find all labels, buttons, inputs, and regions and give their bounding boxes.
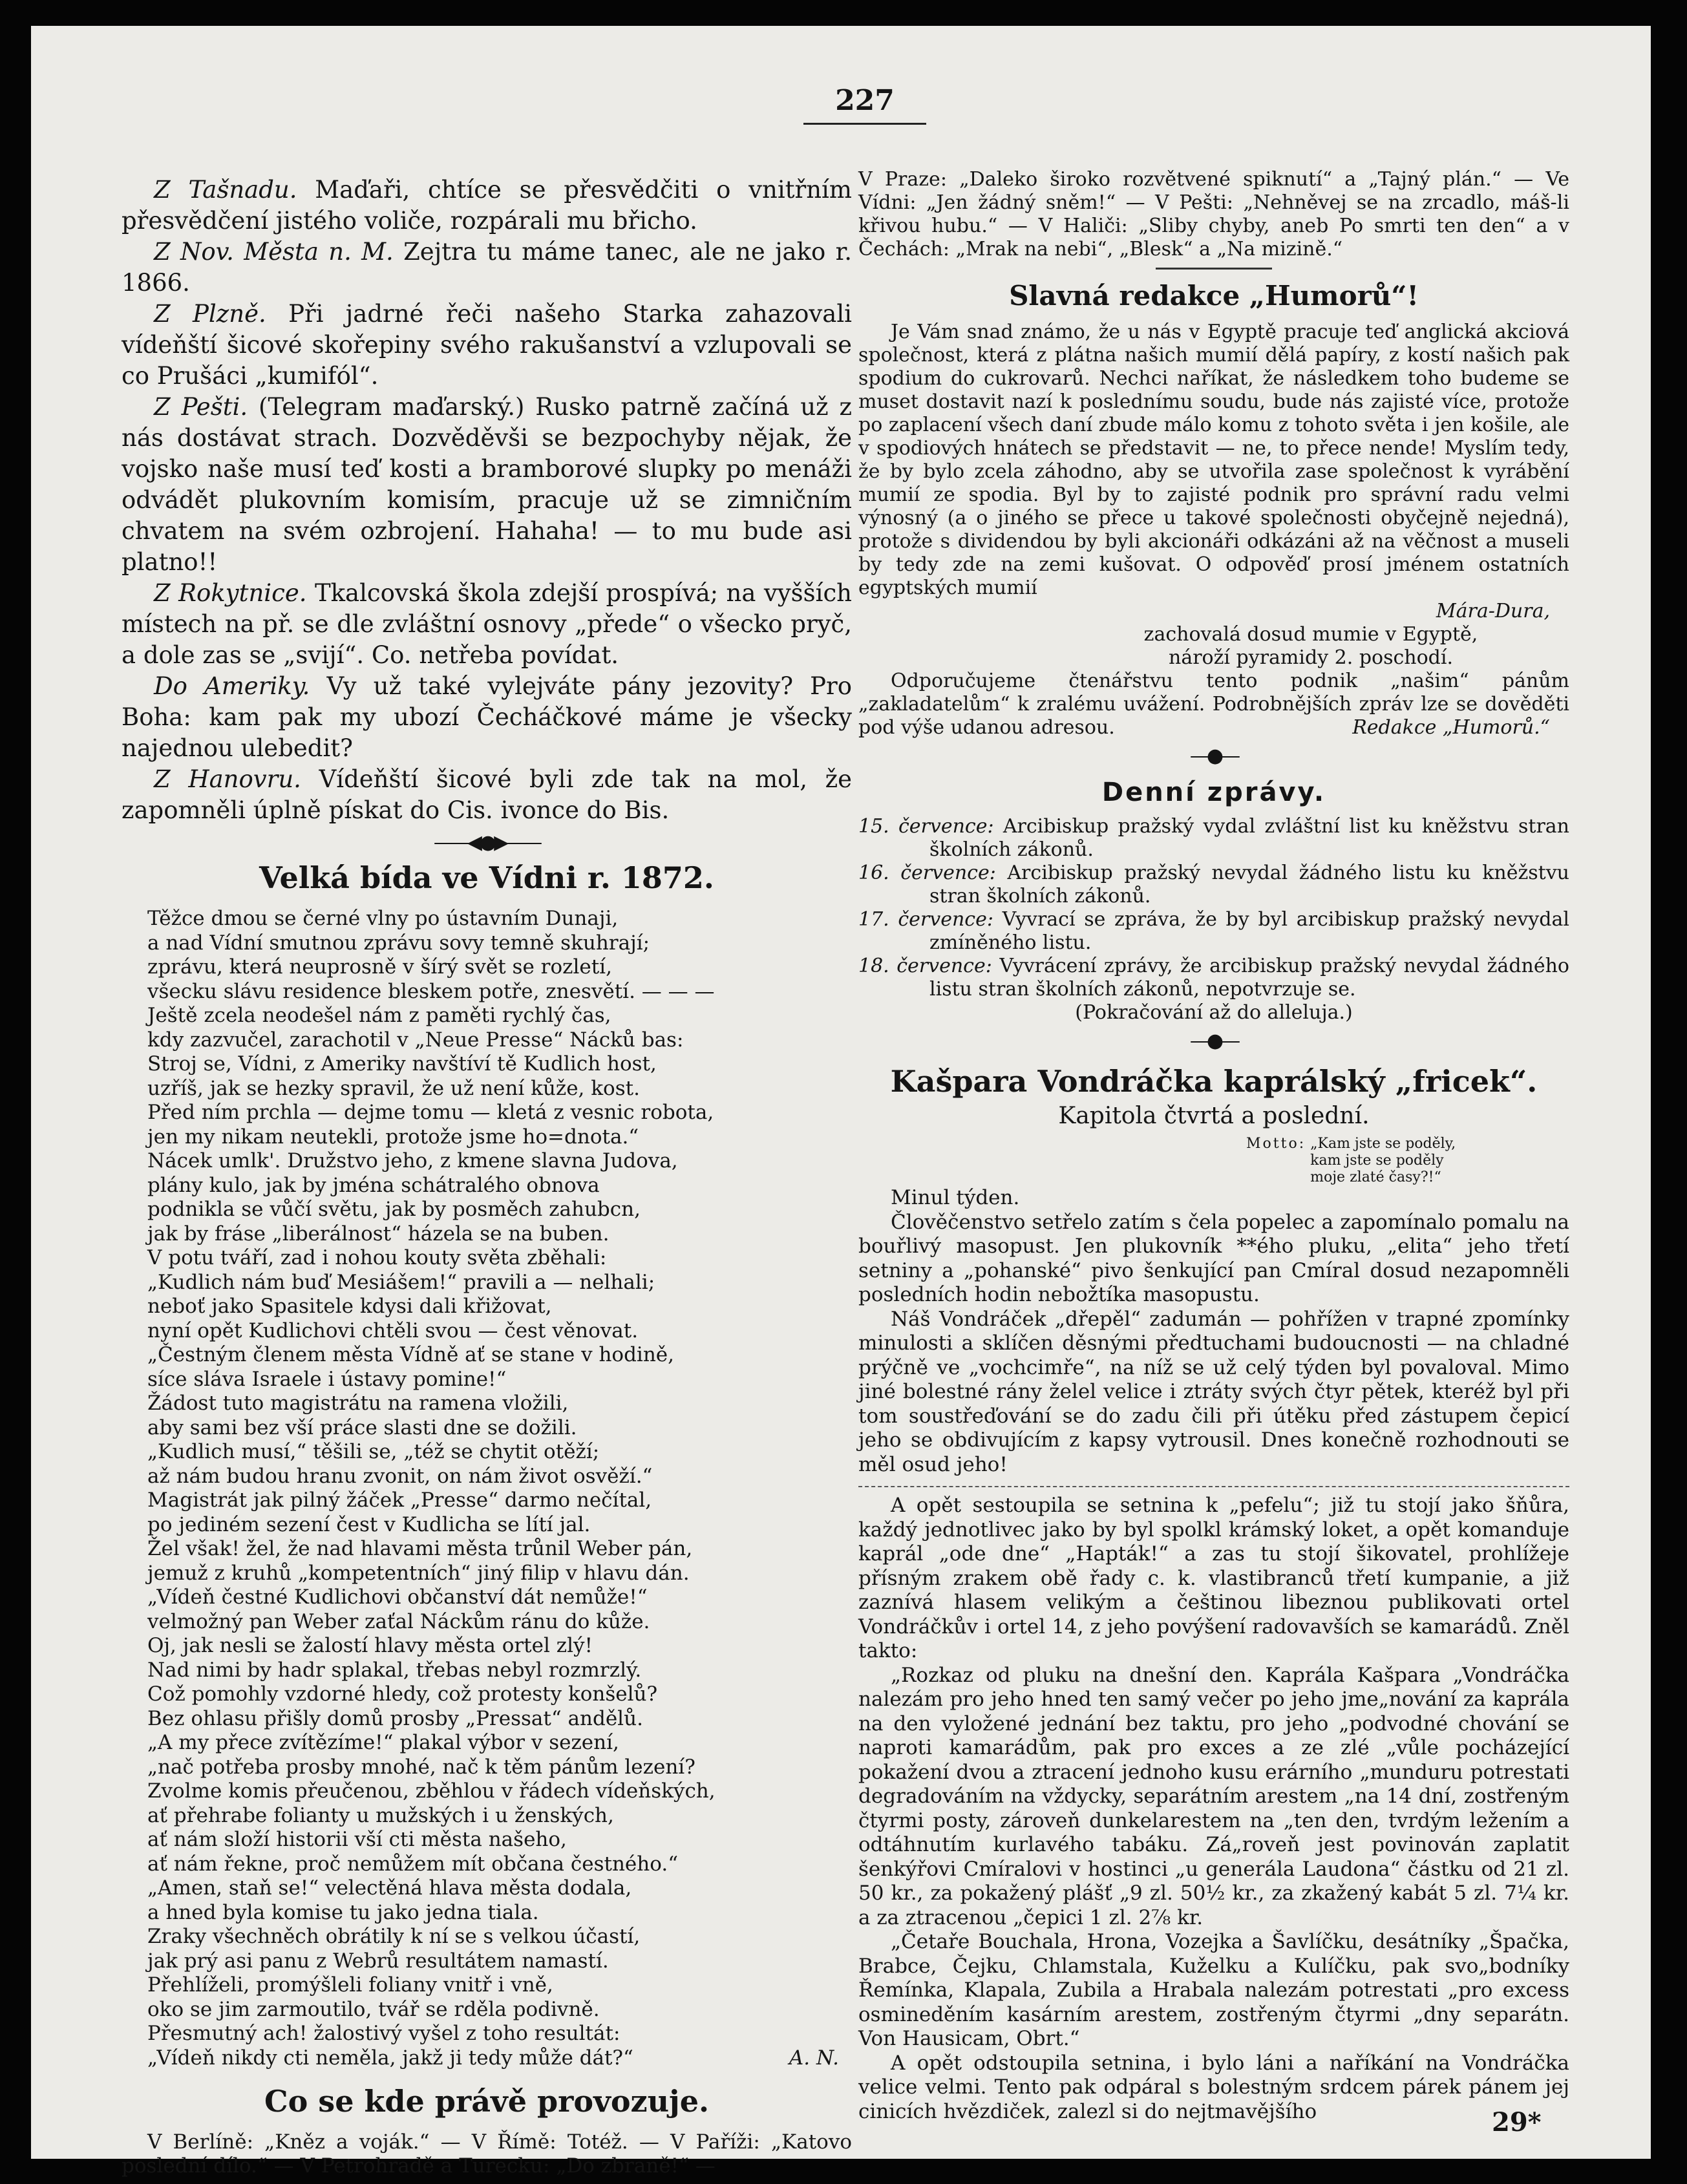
- poem-line: všecku slávu residence bleskem potře, znesvětí. — — —: [147, 979, 715, 1003]
- signature-mark: 29*: [1492, 2107, 1542, 2137]
- motto-label: Motto:: [1246, 1136, 1306, 1152]
- ornament: —●—: [1189, 1030, 1238, 1052]
- poem-line: Nad nimi by hadr splakal, třebas nebyl rozmrzlý.: [147, 1658, 642, 1682]
- news-title: Denní zprávy.: [1101, 778, 1326, 807]
- story-paragraph: Člověčenstvo setřelo zatím s čela popelec a zapomínalo pomalu na bouřlivý masopust. Jen plukovník **ého pluku, „elita“ jeho třetí setniny a „pohanské“ pivo šenkující pan Cmíral dosud nezapomněli posledních hodin nebožtíka masopustu.: [858, 1210, 1569, 1306]
- dispatch-place: Z Hanovru.: [154, 765, 301, 793]
- poem-line: zprávu, která neuprosně v šírý svět se rozletí,: [147, 955, 612, 979]
- signature-line-1: zachovalá dosud mumie v Egyptě,: [1143, 623, 1478, 646]
- story-separator: [858, 1486, 1569, 1487]
- poem-line: nyní opět Kudlichovi chtěli svou — čest věnovat.: [147, 1319, 639, 1342]
- poem-line: podnikla se vůčí světu, jak by posměch zahubcn,: [147, 1198, 641, 1221]
- poem-line: oko se jim zarmoutilo, tvář se rděla podivně.: [147, 1997, 600, 2021]
- dispatch-place: Z Rokytnice.: [154, 579, 307, 607]
- poem-line: V potu tváří, zad i nohou kouty světa zběhali:: [147, 1246, 607, 1269]
- news-item: [858, 815, 1569, 862]
- poem-line: Těžce dmou se černé vlny po ústavním Dunaji,: [147, 907, 619, 930]
- story-paragraph: A opět sestoupila se setnina k „pefelu“; již tu stojí jako šňůra, každý jednotlivec jako by byl spolkl krámský loket, a opět komanduje kaprál „ode dne“ „Hapták!“ a zas tu stojí šikovatel, prohlížeje přísným zrakem obě řady c. k. vlastibranců třetí kumpanie, a již zaznívá hlasem velikým a češtinou libeznou publikovati ortel Vondráčkův i ortel 14, z jeho povýšení radovavších se kamarádů. Zněl takto:: [858, 1494, 1569, 1662]
- story-paragraph: Náš Vondráček „dřepěl“ zadumán — pohřížen v trapné zpomínky minulosti a sklíčen děsnými předtuchami budoucnosti — na chladné prýčně ve „vochcimře“, na níž se už celý týden byl povaloval. Mimo jiné bolestné rány želel velice i ztráty svých čtyr pětek, kteréž byl při tom soustřeďování se do zadu čili při útěku před zástupem čepicí jeho se obdivujícím z kapsy vytrousil. Dnes konečně rozhodnouti se měl osud jeho!: [858, 1307, 1569, 1476]
- dispatch-text: Při jadrné řeči našeho Starka zahazovali vídeňští šicové skořepiny svého rakušanství a vzlupovali se co Prušáci „kumifól“.: [122, 300, 852, 390]
- poem-line: síce sláva Israele i ústavy pomine!“: [147, 1367, 507, 1391]
- header-rule: [803, 123, 926, 125]
- dispatch: [122, 299, 852, 392]
- poem-line: aby sami bez vší práce slasti dne se dožili.: [147, 1415, 577, 1439]
- poem-line: Přehlíželi, promýšleli foliany vnitř i vně,: [147, 1973, 553, 1997]
- dispatch-text: Vídeňští šicové byli zde tak na mol, že zapomněli úplně pískat do Cis. ivonce do Bis.: [122, 765, 852, 824]
- poem-line: po jediném sezení čest v Kudlicha se lítí jal.: [147, 1512, 591, 1536]
- news-text: Arcibiskup pražský nevydal žádného listu ku kněžstvu stran školních zákonů.: [929, 862, 1569, 907]
- news-date: 16. července:: [858, 862, 996, 884]
- poem-line: Magistrát jak pilný žáček „Presse“ darmo nečítal,: [147, 1489, 652, 1512]
- story-paragraph: Minul týden.: [891, 1186, 1020, 1209]
- poem-line: „nač potřeba prosby mnohé, nač k těm pánům lezení?: [147, 1755, 695, 1779]
- dispatch-text: Tkalcovská škola zdejší prospívá; na vyšších místech na př. se dle zvláštní osnovy „přede“ o všecko pryč, a dole zas se „svijí“. Co. netřeba povídat.: [122, 579, 853, 669]
- motto-line: „Kam jste se poděly,: [1310, 1136, 1456, 1152]
- poem-title: Velká bída ve Vídni r. 1872.: [259, 860, 714, 895]
- news-date: 17. července:: [858, 908, 993, 931]
- poem-author: A. N.: [789, 2046, 839, 2070]
- right-column: [858, 168, 1569, 2124]
- dispatch-place: Z Pešti.: [154, 393, 248, 421]
- dispatch-place: Do Ameriky.: [154, 672, 310, 700]
- poem-line: ať nám složí historii vší cti města našeho,: [147, 1828, 567, 1851]
- poem-line: kdy zazvučel, zarachotil v „Neue Presse“ Nácků bas:: [147, 1028, 684, 1052]
- poem-line: plány kulo, jak by jména schátralého obnova: [147, 1173, 600, 1197]
- news-text: Vyvrací se zpráva, že by byl arcibiskup pražský nevydal zmíněného listu.: [929, 908, 1569, 954]
- section-rule: [1156, 268, 1272, 270]
- poem-line: až nám budou hranu zvonit, on nám život osvěží.“: [147, 1464, 653, 1488]
- poem-line: Zvolme komis přeučenou, zběhlou v řádech vídeňských,: [147, 1779, 716, 1803]
- left-column: [122, 175, 852, 2178]
- poem-line: Stroj se, Vídni, z Ameriky navštíví tě Kudlich host,: [147, 1052, 657, 1076]
- theatre-text: V Berlíně: „Kněz a voják.“ — V Římě: Totéž. — V Paříži: „Katovo poslední dílo.“ — V Petrohradě a Turecku: „Do zbraně!“ —: [122, 2130, 852, 2178]
- poem-line: ať nám řekne, proč nemůžem mít občana čestného.“: [147, 1852, 679, 1876]
- signature-line-2: nároží pyramidy 2. poschodí.: [1169, 646, 1453, 669]
- newspaper-page: [31, 26, 1651, 2178]
- poem-line: „A my přece zvítězíme!“ plakal výbor v sezení,: [147, 1731, 619, 1754]
- dispatch: [122, 764, 852, 826]
- news-text: Arcibiskup pražský vydal zvláštní list ku kněžstvu stran školních zákonů.: [929, 815, 1569, 861]
- poem-line: uzříš, jak se hezky spravil, že už není kůže, kost.: [147, 1076, 640, 1100]
- motto-lines: [1310, 1136, 1456, 1186]
- poem-line: jen my nikam neutekli, protože jsme ho=dnota.“: [147, 1125, 639, 1149]
- poem-line: Bez ohlasu přišly domů prosby „Pressat“ andělů.: [147, 1706, 643, 1730]
- ornament: ——◀●▶——: [433, 831, 540, 854]
- humor-title: Slavná redakce „Humorů“!: [1009, 280, 1419, 312]
- news-continuation: (Pokračování až do alleluja.): [1075, 1001, 1353, 1024]
- news-date: 15. července:: [858, 815, 994, 838]
- poem-line: „Amen, staň se!“ velectěná hlava města dodala,: [147, 1876, 632, 1900]
- poem-line: a nad Vídní smutnou zprávu sovy temně skuhrají;: [147, 931, 650, 955]
- poem-line: Žádost tuto magistrátu na ramena vložili,: [147, 1392, 569, 1415]
- poem-line: Přesmutný ach! žalostivý vyšel z toho resultát:: [147, 2022, 621, 2045]
- dispatch-text: Maďaři, chtíce se přesvědčiti o vnitřním přesvědčení jistého voliče, rozpárali mu břicho.: [122, 176, 852, 235]
- poem-line: „Kudlich musí,“ těšili se, „též se chytit otěží;: [147, 1440, 600, 1463]
- poem-line: Oj, jak nesli se žalostí hlavy města ortel zlý!: [147, 1634, 593, 1657]
- reply-text: Odporučujeme čtenářstvu tento podnik „našim“ pánům „zakladatelům“ k zralému uvážení. Podrobnějších zpráv lze se dověděti pod výše udanou adresou.: [858, 670, 1569, 739]
- humor-signature: [858, 600, 1569, 670]
- dispatch: [122, 237, 852, 299]
- story-paragraph: „Četaře Bouchala, Hrona, Vozejka a Šavlíčku, desátníky „Špačka, Brabce, Čejku, Chlamstala, Kuželku a Kulíčku, pak svo„bodníky Řemínka, Klapala, Zubila a Hrabala nalezám potrestati „pro excess osmineděním kasárním arestem, zostřeným čtyrmi „dny separátn. Von Hausicam, Obrt.“: [858, 1930, 1569, 2050]
- motto-line: kam jste se poděly: [1310, 1152, 1444, 1169]
- dispatch-text: Vy už také vylejváte pány jezovity? Pro Boha: kam pak my ubozí Čecháčkové máme je všecky najednou ulebedit?: [122, 672, 852, 762]
- dispatch: [122, 392, 852, 578]
- poem-line: „Vídeň čestné Kudlichovi občanství dát nemůže!“: [147, 1585, 648, 1609]
- news-item: [858, 862, 1569, 908]
- poem-line: „Čestným členem města Vídně ať se stane v hodině,: [147, 1343, 674, 1366]
- poem-line: „Vídeň nikdy cti neměla, jakž ji tedy může dát?“: [147, 2046, 633, 2070]
- dispatch: [122, 671, 852, 764]
- story-paragraph: „Rozkaz od pluku na dnešní den. Kaprála Kašpara „Vondráčka nalezám pro jeho hned ten samý večer po jeho jme„nování za kaprála na den vyložené jednání bez taktu, pro jeho „podvodné chování se naproti kamarádům, pak pro exces a ze zlé „vůle pocházející pokažení dvou a ztracení jednoho kusu erárního „munduru potrestati degradováním na vždycky, separátním arestem „na 14 dní, zostřeným čtyrmi posty, zároveň dunkelarestem na „ten den, tvrdým ležením a odtáhnutím kurlavého tabáku. Zá„roveň jest povinován zaplatit šenkýřovi Cmíralovi v hostinci „u generála Laudona“ částku od 21 zl. 50 kr., za pokažený plášť „9 zl. 50½ kr., za zkažený kabát 5 zl. 7¼ kr. a za ztracenou „čepici 1 zl. 2⅞ kr.: [858, 1663, 1569, 1929]
- daily-news: [858, 815, 1569, 1001]
- dispatch: [122, 175, 852, 237]
- humor-reply: [858, 670, 1569, 739]
- poem: [122, 907, 852, 2070]
- dispatch-place: Z Tašnadu.: [154, 176, 297, 204]
- dispatch-place: Z Nov. Města n. M.: [154, 238, 394, 266]
- dispatch-text: (Telegram maďarský.) Rusko patrně začíná už z nás dostávat strach. Dozvěděvši se bezpochyby nějak, že vojsko naše musí teď kosti a bramborové slupky po menáži odvádět plukovním komisím, pracuje už se zimničním chvatem na svém ozbrojení. Hahaha! — to mu bude asi platno!!: [122, 393, 852, 576]
- motto: [1246, 1136, 1569, 1186]
- story-part-1: [858, 1186, 1569, 1477]
- story-part-2: [858, 1494, 1569, 2124]
- theatre-title: Co se kde právě provozuje.: [264, 2084, 709, 2119]
- news-text: Vyvrácení zprávy, že arcibiskup pražský nevydal žádného listu stran školních zákonů, nepotvrzuje se.: [929, 955, 1569, 1001]
- poem-line: Ještě zcela neodešel nám z paměti rychlý čas,: [147, 1004, 611, 1027]
- news-item: [858, 955, 1569, 1001]
- reply-signature: Redakce „Humorů.“: [1352, 716, 1550, 739]
- signature-name: Mára-Dura,: [1436, 600, 1550, 622]
- dispatch: [122, 578, 852, 671]
- motto-line: moje zlaté časy?!“: [1310, 1169, 1441, 1185]
- news-date: 18. července:: [858, 955, 992, 977]
- poem-line: a hned byla komise tu jako jedna tiala.: [147, 1900, 539, 1924]
- story-subtitle: Kapitola čtvrtá a poslední.: [1058, 1103, 1370, 1129]
- poem-line: jak by fráse „liberálnost“ házela se na buben.: [147, 1222, 610, 1246]
- news-item: [858, 908, 1569, 955]
- poem-line: Zraky všechněch obrátily k ní se s velkou účastí,: [147, 1925, 641, 1948]
- poem-line: jemuž z kruhů „kompetentních“ jiný filip v hlavu dán.: [147, 1561, 690, 1585]
- poem-line: neboť jako Spasitele kdysi dali křižovat,: [147, 1295, 552, 1318]
- dispatch-place: Z Plzně.: [154, 300, 266, 328]
- story-paragraph: A opět odstoupila setnina, i bylo láni a naříkání na Vondráčka velice velmi. Tento pak odpáral s bolestným srdcem párek pánem jej cinicích hvězdiček, zalezl si do nejtmavějšího: [858, 2051, 1569, 2123]
- poem-line: Žel však! žel, že nad hlavami města trůnil Weber pán,: [147, 1537, 693, 1560]
- poem-line: Před ním prchla — dejme tomu — kletá z vesnic robota,: [147, 1101, 714, 1124]
- dispatch-text: Zejtra tu máme tanec, ale ne jako r. 1866.: [122, 238, 852, 297]
- ornament: —●—: [1189, 745, 1238, 767]
- poem-line: ať přehrabe folianty u mužských i u ženských,: [147, 1803, 614, 1827]
- poem-line: jak prý asi panu z Webrů resultátem namastí.: [147, 1949, 609, 1973]
- dispatches: [122, 175, 852, 826]
- theatre-continued: V Praze: „Daleko široko rozvětvené spiknutí“ a „Tajný plán.“ — Ve Vídni: „Jen žádný sněm!“ — V Pešti: „Nehněvej se na zrcadlo, máš-li křivou hubu.“ — V Haliči: „Sliby chyby, aneb Po smrti ten den“ a v Čechách: „Mrak na nebi“, „Blesk“ a „Na mizině.“: [858, 168, 1569, 260]
- poem-line: Což pomohly vzdorné hledy, což protesty konšelů?: [147, 1682, 658, 1706]
- story-title: Kašpara Vondráčka kaprálský „fricek“.: [890, 1064, 1538, 1099]
- humor-letter: Je Vám snad známo, že u nás v Egyptě pracuje teď anglická akciová společnost, která z plátna našich mumií dělá papíry, z kostí našich pak spodium do cukrovarů. Nechci naříkat, že následkem toho budeme se muset dostavit nazí k poslednímu soudu, bude nás zajisté více, protože po zaplacení všech daní zbude málo komu z tohoto světa i jen košile, ale v spodiových hnátech se představit — ne, to přece nende! Myslím tedy, že by bylo zcela záhodno, aby se utvořila zase společnost k vyrábění mumií ze spodia. Byl by to zajisté podnik pro správní radu velmi výnosný (a o jiného se přece u takové společnosti obyčejně nejedná), protože s dividendou by byli akcionáři odkázáni až na věčnost a museli by tedy zde na zemi kušovat. O odpověď prosí jménem ostatních egyptských mumií: [858, 321, 1569, 599]
- poem-line: velmožný pan Weber zaťal Náckům ránu do kůže.: [147, 1609, 650, 1633]
- poem-line: „Kudlich nám buď Mesiášem!“ pravili a — nelhali;: [147, 1270, 655, 1294]
- page-number: 227: [835, 84, 895, 117]
- poem-line: Nácek umlk'. Družstvo jeho, z kmene slavna Judova,: [147, 1149, 678, 1172]
